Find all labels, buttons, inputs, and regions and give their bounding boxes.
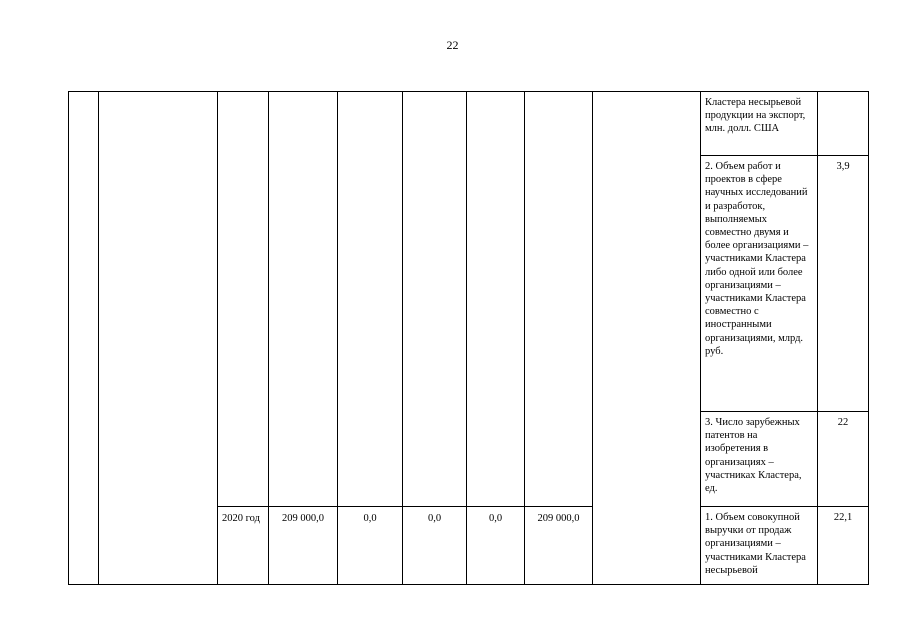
indicator-cell: 3. Число зарубежных патентов на изобретения в организациях – участниках Кластера, ед. bbox=[701, 412, 818, 507]
extrabudgetary-cell bbox=[525, 92, 593, 507]
regional-budget-cell: 0,0 bbox=[403, 507, 467, 585]
indicator-value: 22,1 bbox=[818, 507, 869, 585]
extrabudgetary-cell: 209 000,0 bbox=[525, 507, 593, 585]
total-cell: 209 000,0 bbox=[269, 507, 338, 585]
local-budget-cell: 0,0 bbox=[467, 507, 525, 585]
budget-table bbox=[68, 91, 869, 585]
table-row bbox=[69, 92, 869, 156]
federal-budget-cell: 0,0 bbox=[338, 507, 403, 585]
indicator-cell: 1. Объем совокупной выручки от продаж организациями – участниками Кластера несырьевой bbox=[701, 507, 818, 585]
executor-cell bbox=[593, 92, 701, 585]
indicator-cell: Кластера несырьевой продукции на экспорт, млн. долл. США bbox=[701, 92, 818, 156]
regional-budget-cell bbox=[403, 92, 467, 507]
year-cell bbox=[218, 92, 269, 507]
measure-name-cell bbox=[99, 92, 218, 585]
indicator-value bbox=[818, 92, 869, 156]
local-budget-cell bbox=[467, 92, 525, 507]
indicator-value: 22 bbox=[818, 412, 869, 507]
number-cell bbox=[69, 92, 99, 585]
total-cell bbox=[269, 92, 338, 507]
indicator-cell: 2. Объем работ и проектов в сфере научных исследований и разработок, выполняемых совместно двумя и более организациями – участниками Кластера либо одной или более организациями – участниками Кластера совместно с иностранными организациями, млрд. руб. bbox=[701, 156, 818, 412]
federal-budget-cell bbox=[338, 92, 403, 507]
page-number: 22 bbox=[446, 38, 459, 52]
indicator-value: 3,9 bbox=[818, 156, 869, 412]
year-cell: 2020 год bbox=[218, 507, 269, 585]
